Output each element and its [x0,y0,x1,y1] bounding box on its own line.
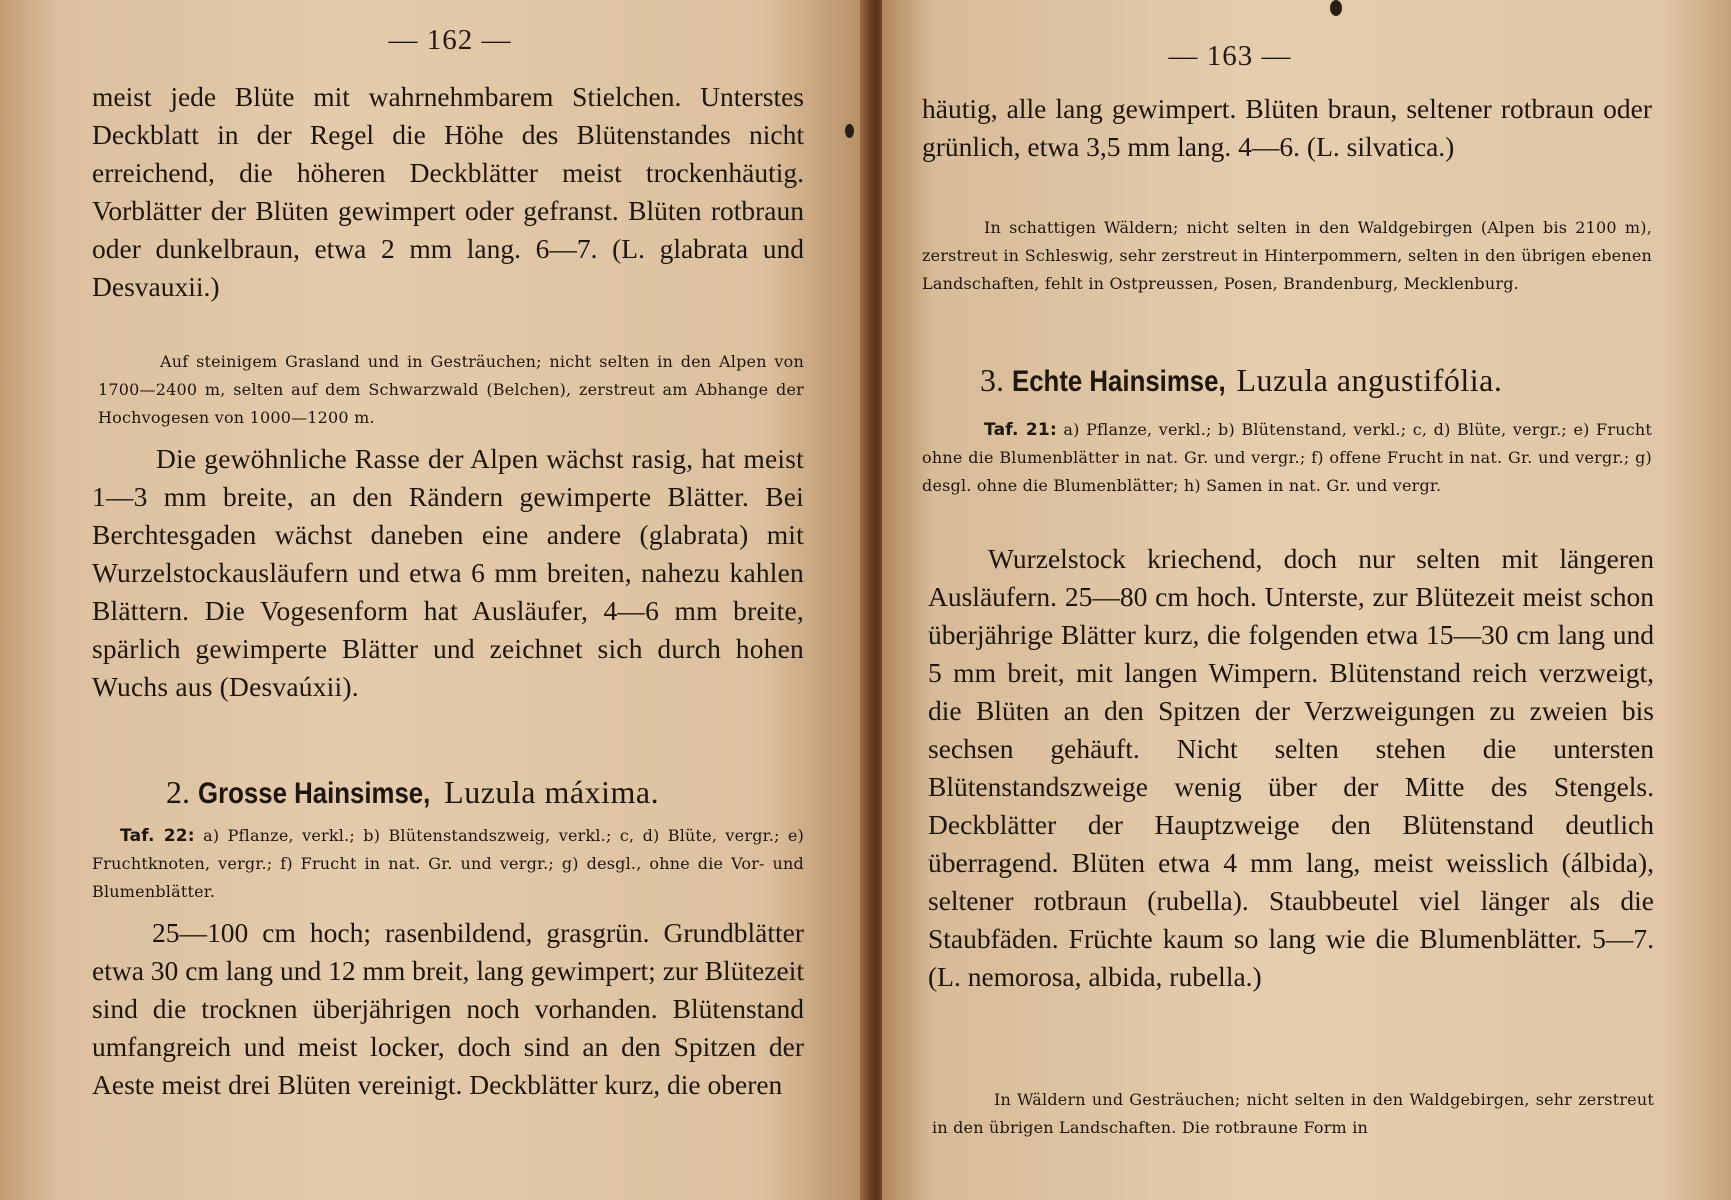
plate-label: Taf. 22: [120,826,195,846]
plate-caption [922,416,1652,500]
species-latin-name: Luzula angustifólia. [1236,362,1503,398]
habitat-text: In schattigen Wäldern; nicht selten in den Waldgebirgen (Alpen bis 2100 m), zerstreut in Schleswig, sehr zerstreut in Hinterpommern, selten in den übrigen ebenen Landschaften, fehlt in Ostpreussen, Posen, Brandenburg, Mecklenburg. [922,218,1652,293]
plate-label: Taf. 21: [984,420,1057,440]
text-block [928,540,1654,996]
habitat-note [98,348,804,432]
paragraph: häutig, alle lang gewimpert. Blüten braun, seltener rotbraun oder grünlich, etwa 3,5 mm lang. 4—6. (L. silvatica.) [922,93,1652,162]
species-latin-name: Luzula máxima. [444,774,660,810]
right-page [882,0,1731,1200]
species-name: Grosse Hainsimse, [198,777,431,810]
plate-caption [92,822,804,906]
plate-caption-text: a) Pflanze, verkl.; b) Blütenstand, verkl.; c, d) Blüte, vergr.; e) Frucht ohne die Blumenblätter in nat. Gr. und vergr.; f) offene Frucht in nat. Gr. und vergr.; g) desgl. ohne die Blumenblätter; h) Samen in nat. Gr. und vergr. [922,420,1652,495]
text-block [92,914,804,1104]
text-block [92,440,804,706]
habitat-note [932,1086,1654,1142]
species-number: 3. [980,362,1004,398]
plate-caption-text: a) Pflanze, verkl.; b) Blütenstandszweig, verkl.; c, d) Blüte, vergr.; e) Fruchtknoten, vergr.; f) Frucht in nat. Gr. und vergr.; g) desgl., ohne die Vor- und Blumenblätter. [92,826,805,901]
paper-speck [1330,0,1342,16]
habitat-text: In Wäldern und Gesträuchen; nicht selten in den Waldgebirgen, sehr zerstreut in den übrigen Landschaften. Die rotbraune Form in [932,1090,1654,1137]
habitat-text: Auf steinigem Grasland und in Gesträuchen; nicht selten in den Alpen von 1700—2400 m, selten auf dem Schwarzwald (Belchen), zerstreut am Abhange der Hochvogesen von 1000—1200 m. [98,352,804,427]
species-heading [166,774,806,811]
paragraph: 25—100 cm hoch; rasenbildend, grasgrün. Grundblätter etwa 30 cm lang und 12 mm breit, lang gewimpert; zur Blütezeit sind die trocknen überjährigen noch vorhanden. Blütenstand umfangreich und meist locker, doch sind an den Spitzen der Aeste meist drei Blüten vereinigt. Deckblätter kurz, die oberen [92,917,804,1100]
page-number: — 163 — [1168,40,1292,72]
species-name: Echte Hainsimse, [1012,365,1226,398]
paragraph: Wurzelstock kriechend, doch nur selten mit längeren Ausläufern. 25—80 cm hoch. Unterste, zur Blütezeit meist schon überjährige Blätter kurz, die folgenden etwa 15—30 cm lang und 5 mm breit, mit langen Wimpern. Blütenstand reich verzweigt, die Blüten an den Spitzen der Verzweigungen zu zweien bis sechsen gehäuft. Nicht selten stehen die untersten Blütenstandszweige wenig über der Mitte des Stengels. Deckblätter der Hauptzweige den Blütenstand deutlich überragend. Blüten etwa 4 mm lang, meist weisslich (álbida), seltener rotbraun (rubella). Staubbeutel viel länger als die Staubfäden. Früchte kaum so lang wie die Blumenblätter. 5—7. (L. nemorosa, albida, rubella.) [928,543,1654,992]
page-number: — 162 — [388,24,512,56]
text-block [922,90,1652,166]
paragraph: meist jede Blüte mit wahrnehmbarem Stielchen. Unterstes Deckblatt in der Regel die Höhe des Blütenstandes nicht erreichend, die höheren Deckblätter meist trockenhäutig. Vorblätter der Blüten gewimpert oder gefranst. Blüten rotbraun oder dunkelbraun, etwa 2 mm lang. 6—7. (L. glabrata und Desvauxii.) [92,81,804,302]
paper-speck [845,124,854,138]
species-number: 2. [166,774,190,810]
text-block [92,78,804,306]
paragraph: Die gewöhnliche Rasse der Alpen wächst rasig, hat meist 1—3 mm breite, an den Rändern gewimperte Blätter. Bei Berchtesgaden wächst daneben eine andere (glabrata) mit Wurzelstockausläufern und etwa 6 mm breiten, nahezu kahlen Blättern. Die Vogesenform hat Ausläufer, 4—6 mm breite, spärlich gewimperte Blätter und zeichnet sich durch hohen Wuchs aus (Desvaúxii). [92,443,804,702]
habitat-note [922,214,1652,298]
species-heading [980,362,1670,399]
